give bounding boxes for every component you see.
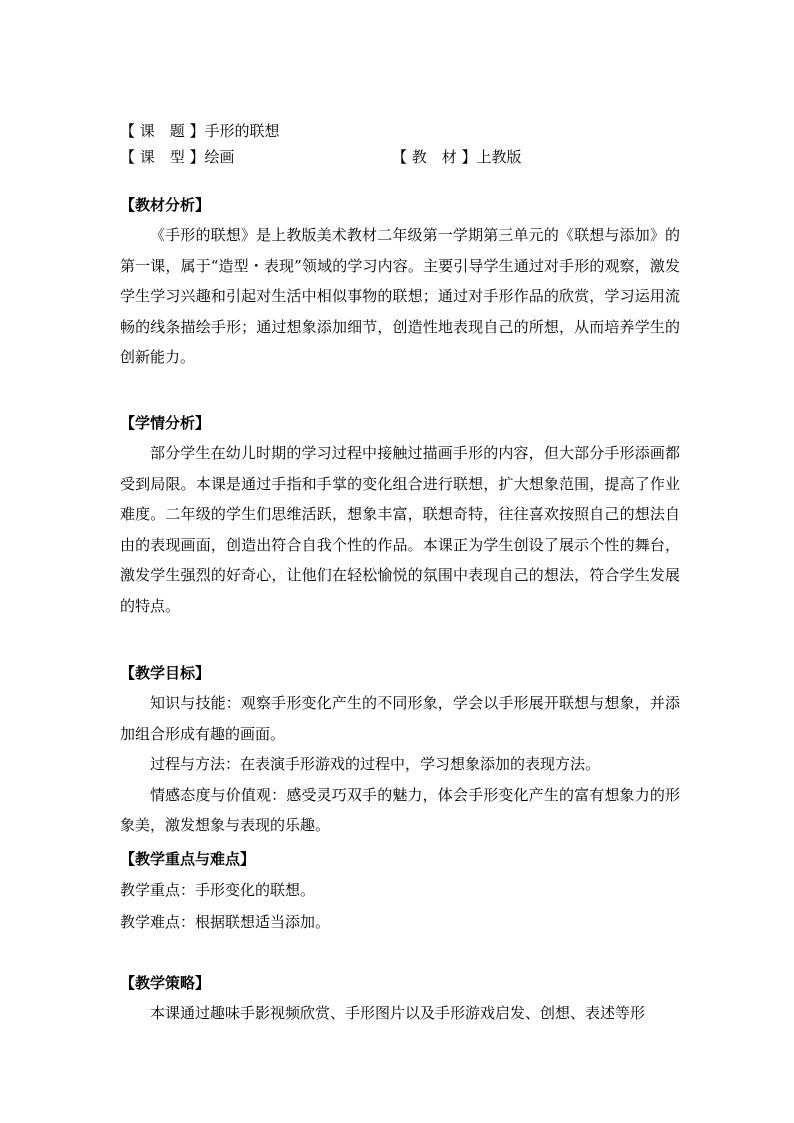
strategy-section: [120, 968, 680, 1029]
objective-item: 过程与方法：在表演手形游戏的过程中，学习想象添加的表现方法。: [150, 755, 601, 773]
student-analysis-paragraph: 部分学生在幼儿时期的学习过程中接触过描画手形的内容，但大部分手形添画都受到局限。本课是通过手指和手掌的变化组合进行联想，扩大想象范围，提高了作业难度。二年级的学生们思维活跃，想象丰富，联想奇特，往往喜欢按照自己的想法自由的表现画面，创造出符合自我个性的作品。本课正为学生创设了展示个性的舞台，激发学生强烈的好奇心，让他们在轻松愉悦的氛围中表现自己的想法，符合学生发展的特点。: [120, 444, 680, 615]
strategy-heading: 【教学策略】: [120, 974, 211, 992]
objective-item: 知识与技能：观察手形变化产生的不同形象，学会以手形展开联想与想象，并添加组合形成有趣的画面。: [120, 694, 680, 743]
objectives-section: [120, 658, 680, 841]
strategy-paragraph: 本课通过趣味手影视频欣赏、手形图片以及手形游戏启发、创想、表述等形: [150, 1004, 646, 1022]
student-analysis-section: [120, 408, 680, 621]
type-label: 【 课 型 】: [120, 148, 205, 166]
material-analysis-heading: 【教材分析】: [120, 196, 211, 214]
type-value: 绘画: [204, 148, 235, 166]
lesson-meta: [120, 118, 680, 170]
key-points-heading: 【教学重点与难点】: [120, 850, 256, 868]
type-row: [120, 144, 680, 170]
teaching-difficulty: 教学难点：根据联想适当添加。: [120, 913, 331, 931]
material-value: 上教版: [476, 148, 522, 166]
material-analysis-section: [120, 190, 680, 373]
teaching-focus: 教学重点：手形变化的联想。: [120, 881, 316, 899]
student-analysis-heading: 【学情分析】: [120, 414, 211, 432]
material-label: 【 教 材 】: [392, 148, 477, 166]
objectives-heading: 【教学目标】: [120, 664, 211, 682]
key-points-section: [120, 844, 680, 938]
topic-value: 手形的联想: [204, 122, 280, 140]
material-analysis-paragraph: 《手形的联想》是上教版美术教材二年级第一学期第三单元的《联想与添加》的第一课，属于“造型・表现”领域的学习内容。主要引导学生通过对手形的观察，激发学生学习兴趣和引起对生活中相似事物的联想；通过对手形作品的欣赏，学习运用流畅的线条描绘手形；通过想象添加细节，创造性地表现自己的所想，从而培养学生的创新能力。: [120, 226, 680, 366]
objective-item: 情感态度与价值观：感受灵巧双手的魅力，体会手形变化产生的富有想象力的形象美，激发想象与表现的乐趣。: [120, 785, 680, 834]
material-field: [392, 144, 522, 170]
topic-label: 【 课 题 】: [120, 122, 205, 140]
topic-row: [120, 118, 680, 144]
